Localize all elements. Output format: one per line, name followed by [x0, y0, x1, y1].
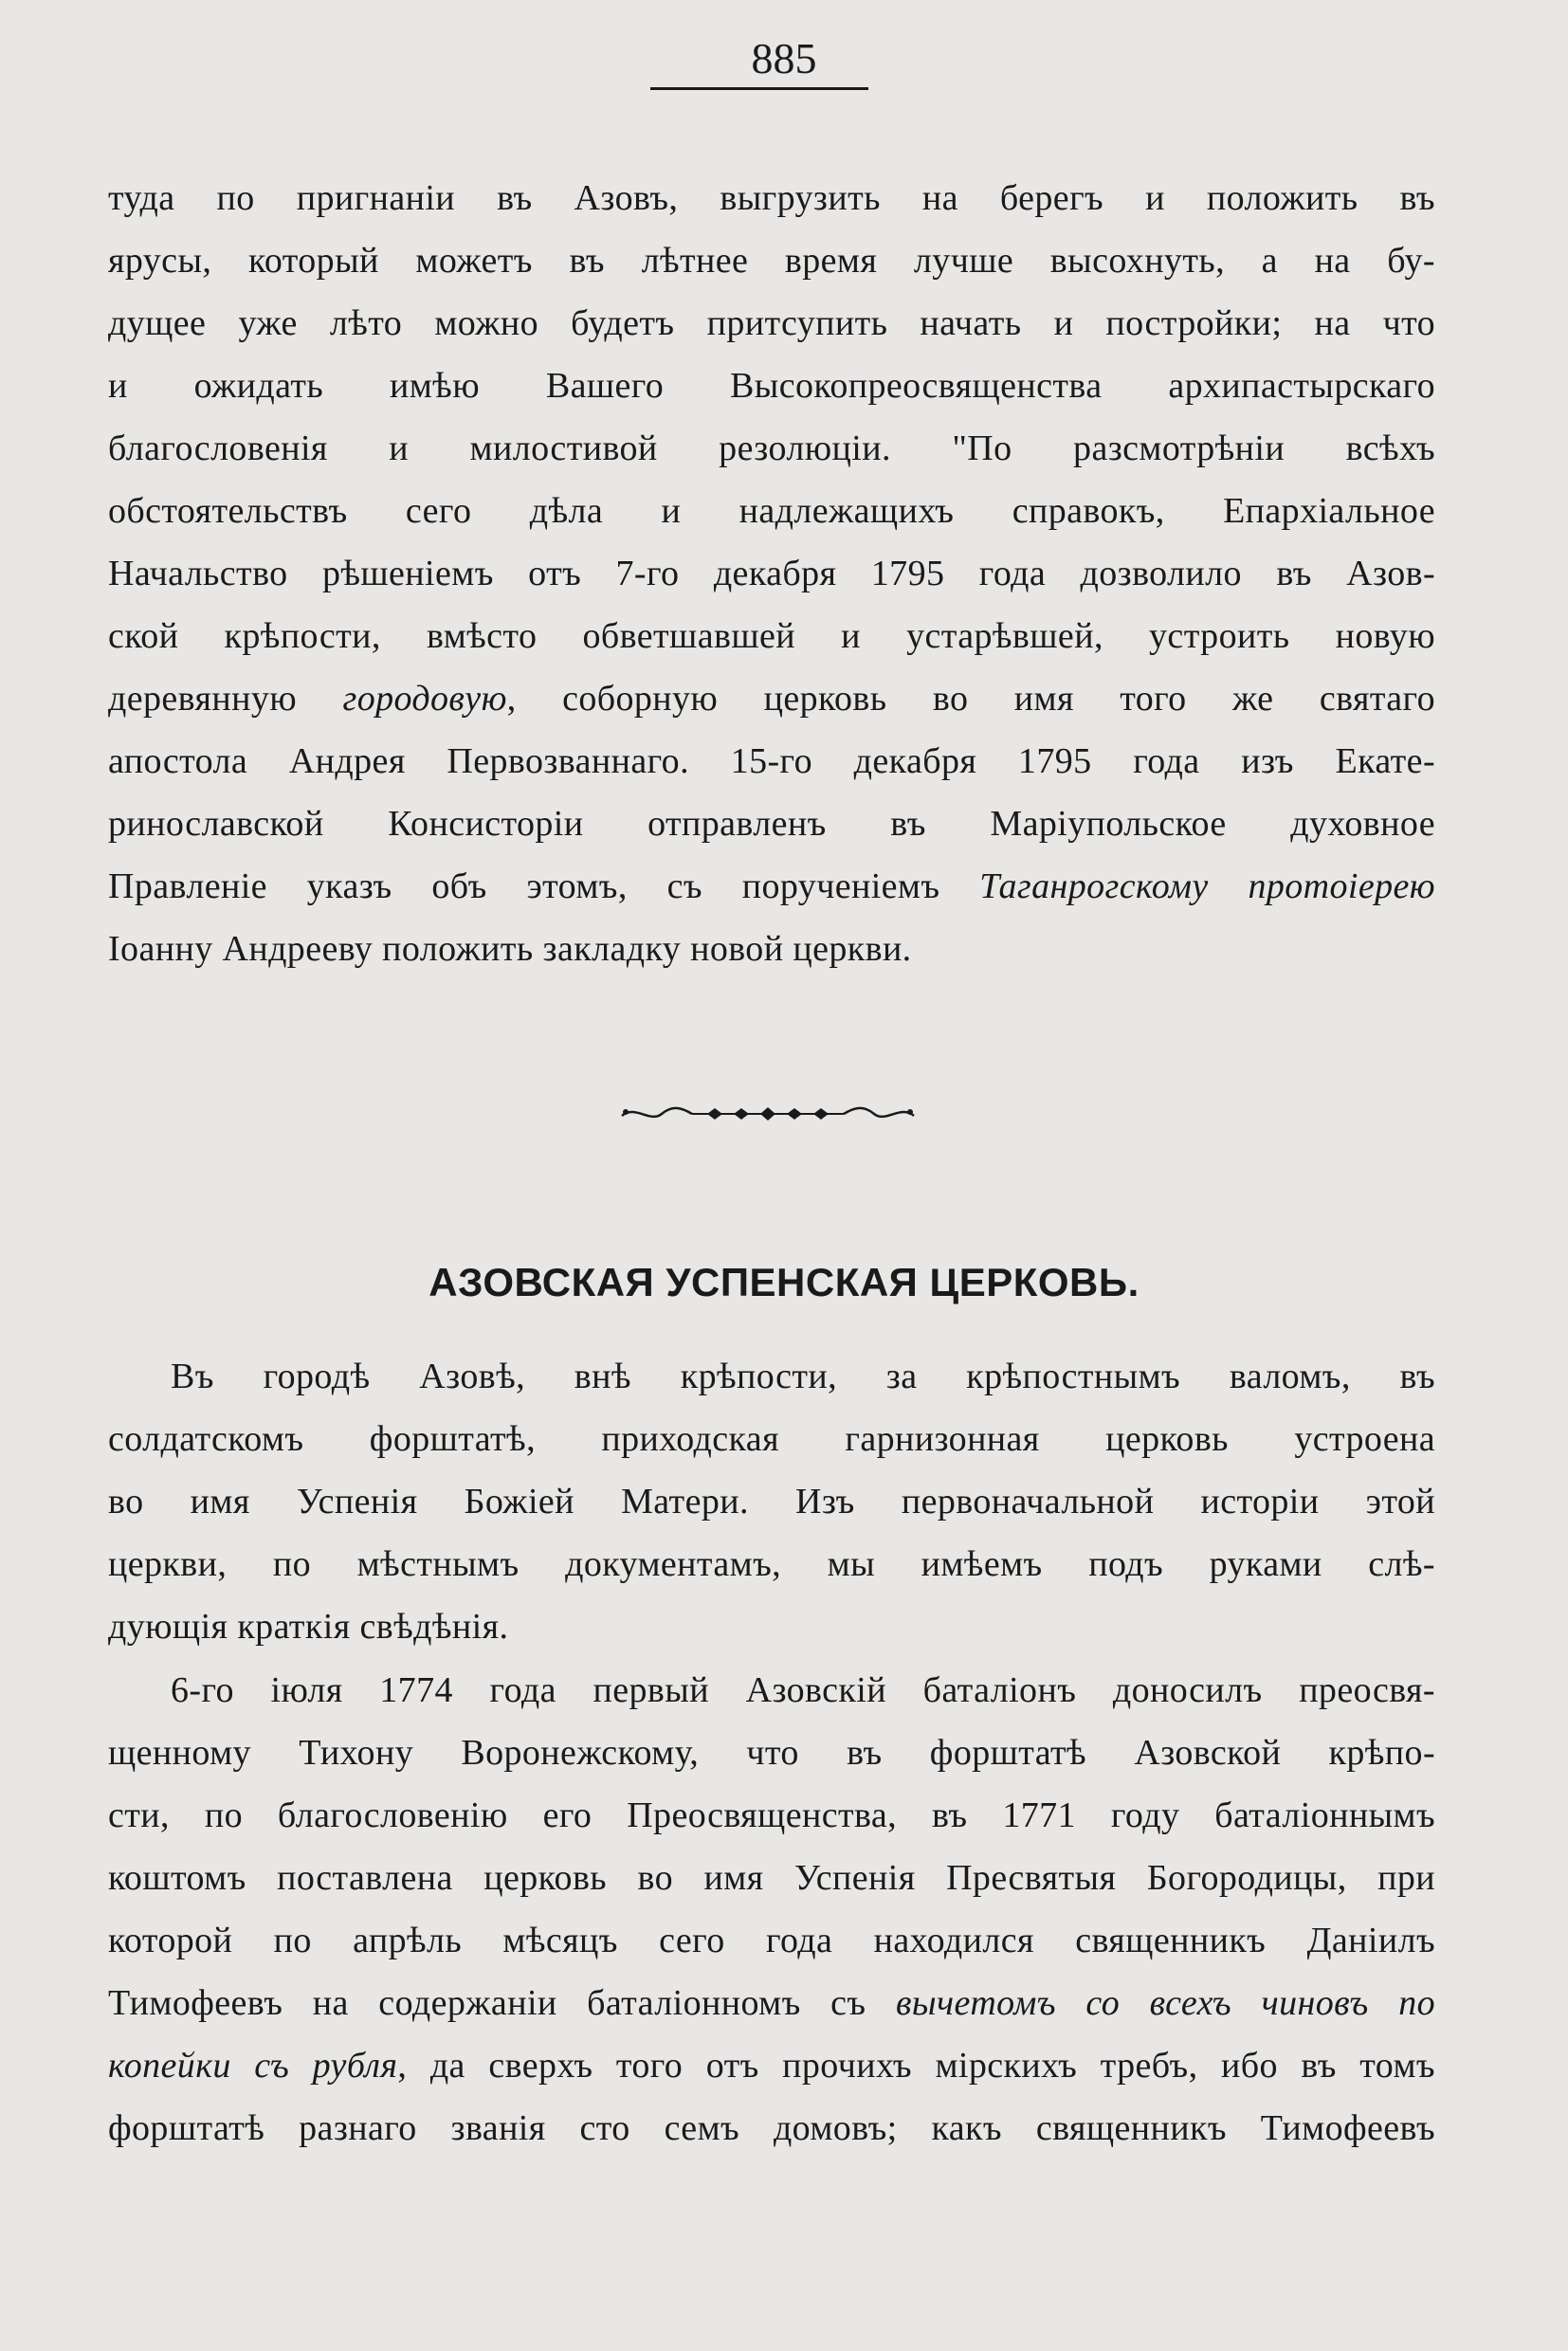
- text-line: туда по пригнаніи въ Азовъ, выгрузить на берегъ и положить въ: [108, 178, 1435, 218]
- text-line: ской крѣпости, вмѣсто обветшавшей и устарѣвшей, устроить новую: [108, 616, 1435, 656]
- text-line: ярусы, который можетъ въ лѣтнее время лучше высохнуть, а на бу-: [108, 241, 1435, 281]
- text-line: щенному Тихону Воронежскому, что въ форштатѣ Азовской крѣпо-: [108, 1733, 1435, 1773]
- paragraph-battalion-report: [108, 1659, 1435, 2160]
- italic-text: городовую: [342, 679, 507, 719]
- paragraph-fortress-church: [108, 167, 1435, 980]
- text-line: и ожидать имѣю Вашего Высокопреосвященства архипастырскаго: [108, 366, 1435, 406]
- text-line: дующія краткія свѣдѣнія.: [108, 1607, 509, 1647]
- text-line: Правленіе указъ объ этомъ, съ порученіемъ Таганрогскому протоіерею: [108, 866, 1435, 906]
- page-number-rule: [650, 87, 868, 90]
- text-line: обстоятельствъ сего дѣла и надлежащихъ справокъ, Епархіальное: [108, 491, 1435, 531]
- italic-text: Таганрогскому протоіерею: [979, 866, 1435, 906]
- italic-text: вычетомъ со всехъ чиновъ по: [896, 1983, 1435, 2023]
- text-line: благословенія и милостивой резолюціи. "По разсмотрѣніи всѣхъ: [108, 428, 1435, 468]
- text-line: копейки съ рубля, да сверхъ того отъ прочихъ мірскихъ требъ, ибо въ томъ: [108, 2046, 1435, 2086]
- text-line: Въ городѣ Азовѣ, внѣ крѣпости, за крѣпостнымъ валомъ, въ: [171, 1357, 1435, 1396]
- text-line: во имя Успенія Божіей Матери. Изъ первоначальной исторіи этой: [108, 1482, 1435, 1522]
- text-line: солдатскомъ форштатѣ, приходская гарнизонная церковь устроена: [108, 1419, 1435, 1459]
- text-line: которой по апрѣль мѣсяцъ сего года находился священникъ Даніилъ: [108, 1921, 1435, 1960]
- text-line: форштатѣ разнаго званія сто семъ домовъ; какъ священникъ Тимофеевъ: [108, 2108, 1435, 2148]
- italic-text: копейки съ рубля: [108, 2046, 398, 2086]
- text-line: деревянную городовую, соборную церковь во имя того же святаго: [108, 679, 1435, 719]
- page-number: 885: [751, 34, 817, 82]
- text-line: коштомъ поставлена церковь во имя Успенія Пресвятыя Богородицы, при: [108, 1858, 1435, 1898]
- text-line: Начальство рѣшеніемъ отъ 7-го декабря 1795 года дозволило въ Азов-: [108, 554, 1435, 593]
- paragraph-assumption-church-intro: [108, 1345, 1435, 1658]
- decorative-ornament: [616, 1095, 920, 1129]
- text-line: сти, по благословенію его Преосвященства, въ 1771 году баталіоннымъ: [108, 1795, 1435, 1835]
- text-line: ринославской Консисторіи отправленъ въ Маріупольское духовное: [108, 804, 1435, 844]
- text-line: церкви, по мѣстнымъ документамъ, мы имѣемъ подъ руками слѣ-: [108, 1544, 1435, 1584]
- text-line: дущее уже лѣто можно будетъ притсупить начать и постройки; на что: [108, 303, 1435, 343]
- text-line: апостола Андрея Первозваннаго. 15-го декабря 1795 года изъ Екате-: [108, 741, 1435, 781]
- text-line: Іоанну Андрееву положить закладку новой церкви.: [108, 929, 912, 969]
- text-line: 6-го іюля 1774 года первый Азовскій баталіонъ доносилъ преосвя-: [171, 1670, 1435, 1710]
- section-heading: АЗОВСКАЯ УСПЕНСКАЯ ЦЕРКОВЬ.: [428, 1260, 1140, 1304]
- text-line: Тимофеевъ на содержаніи баталіонномъ съ вычетомъ со всехъ чиновъ по: [108, 1983, 1435, 2023]
